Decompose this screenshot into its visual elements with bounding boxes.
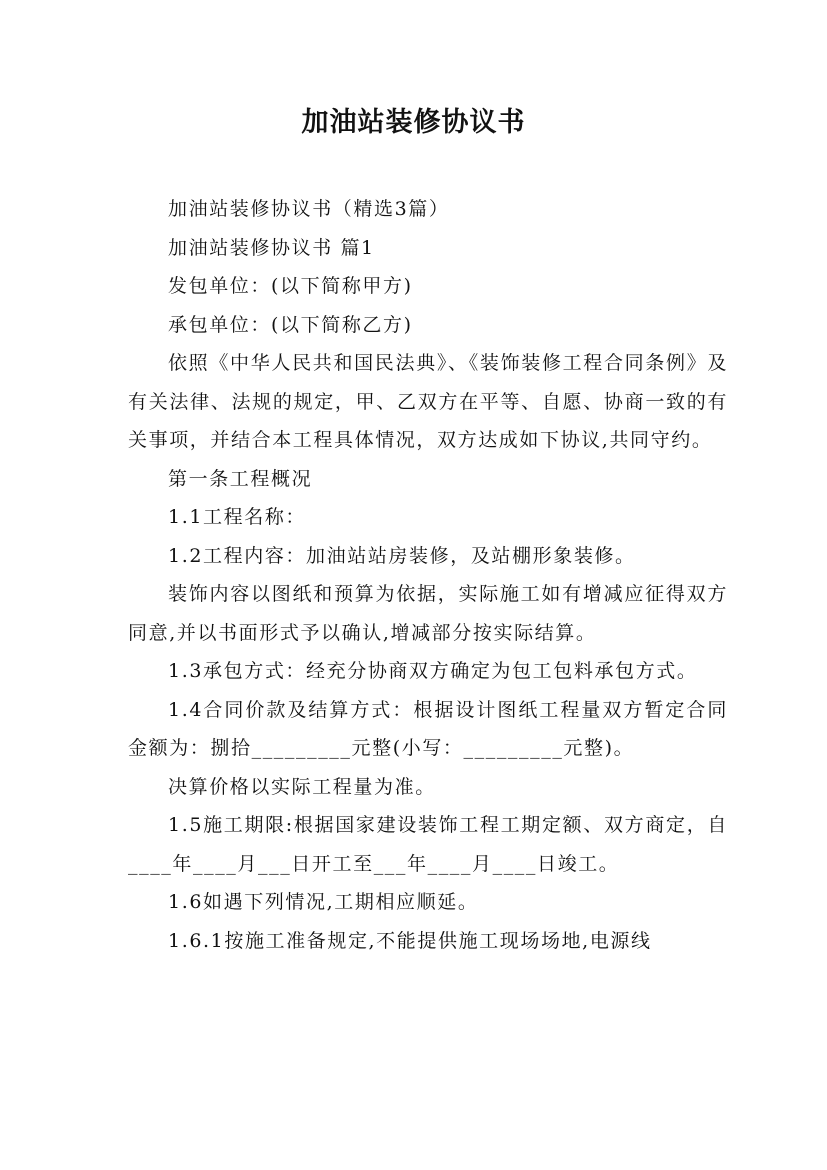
paragraph: 加油站装修协议书 篇1 [168, 236, 375, 259]
paragraph: 决算价格以实际工程量为准。 [168, 775, 436, 798]
document-title: 加油站装修协议书 [301, 107, 526, 138]
paragraph: 1.1工程名称： [168, 506, 307, 528]
paragraph: 装饰内容以图纸和预算为依据，实际施工如有增减应征得双方同意,并以书面形式予以确认,增减部分按实际结算。 [128, 583, 728, 644]
paragraph: 发包单位：(以下简称甲方) [168, 275, 413, 297]
paragraph: 1.4合同价款及结算方式：根据设计图纸工程量双方暂定合同金额为：捌拾_________元整(小写：_________元整)。 [128, 698, 728, 759]
document-body [128, 190, 728, 960]
paragraph: 1.5施工期限:根据国家建设装饰工程工期定额、双方商定，自____年____月___日开工至___年____月____日竣工。 [128, 814, 728, 875]
paragraph: 1.6如遇下列情况,工期相应顺延。 [168, 891, 479, 913]
paragraph: 1.6.1按施工准备规定,不能提供施工现场场地,电源线 [168, 929, 652, 952]
paragraph: 第一条工程概况 [168, 467, 313, 490]
paragraph: 1.3承包方式：经充分协商双方确定为包工包料承包方式。 [168, 660, 698, 682]
paragraph: 承包单位：(以下简称乙方) [168, 313, 413, 336]
paragraph: 1.2工程内容：加油站站房装修，及站棚形象装修。 [168, 544, 636, 567]
paragraph: 依照《中华人民共和国民法典》、《装饰装修工程合同条例》及有关法律、法规的规定，甲、乙双方在平等、自愿、协商一致的有关事项，并结合本工程具体情况，双方达成如下协议,共同守约。 [128, 352, 728, 451]
paragraph: 加油站装修协议书（精选3篇） [168, 198, 450, 220]
